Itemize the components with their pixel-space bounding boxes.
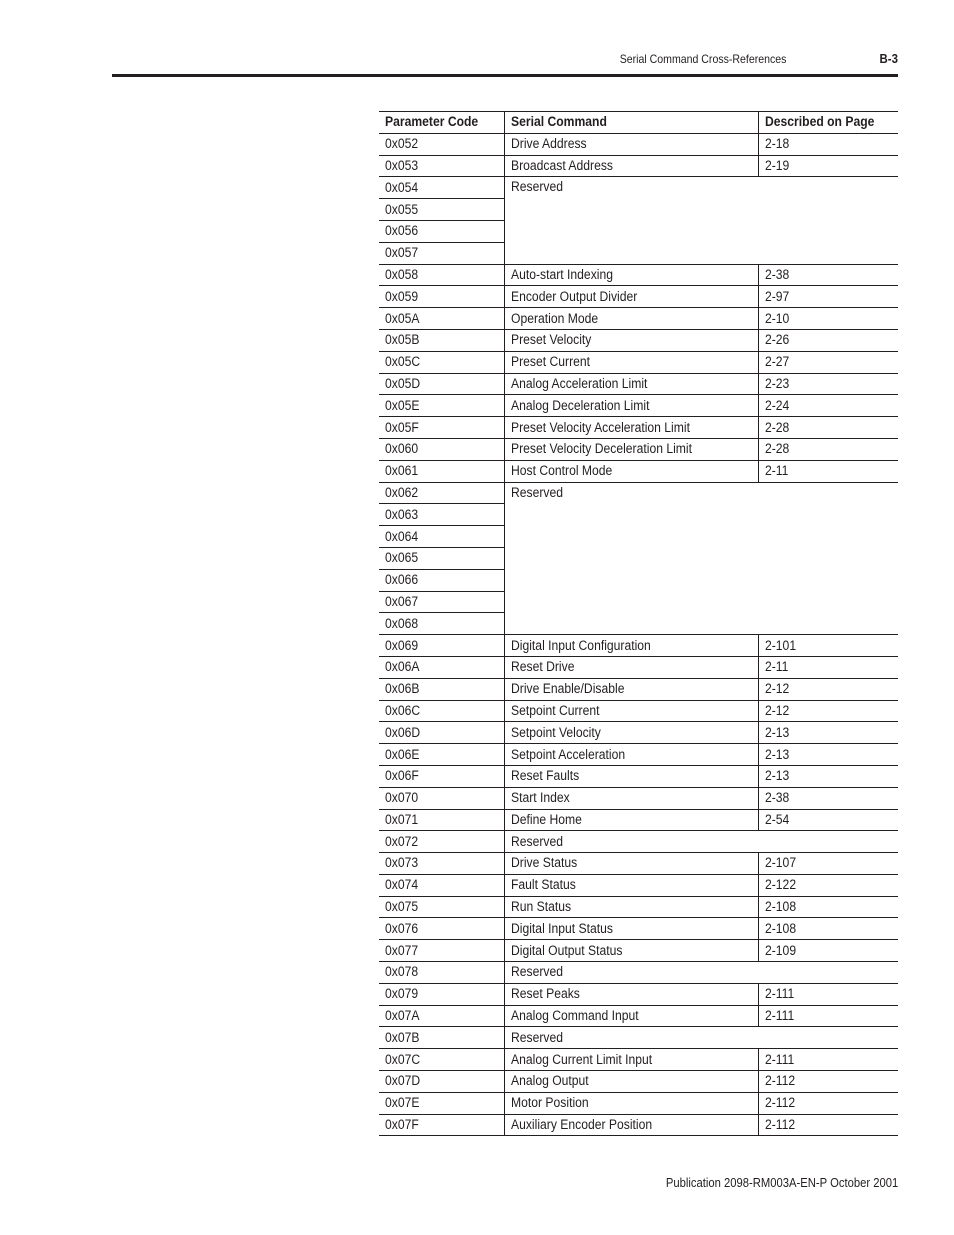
serial-command: Drive Address <box>511 136 587 152</box>
parameter-code: 0x065 <box>385 550 419 566</box>
described-on-page-cell <box>759 940 899 962</box>
described-on-page: 2-24 <box>765 397 790 413</box>
described-on-page: 2-12 <box>765 702 790 718</box>
table-row <box>379 264 898 286</box>
described-on-page-cell <box>759 678 899 700</box>
parameter-code-cell <box>379 569 505 591</box>
serial-command-cell <box>505 635 759 657</box>
column-header-label: Serial Command <box>511 114 607 130</box>
described-on-page-cell <box>759 896 899 918</box>
serial-command-cell <box>505 896 759 918</box>
described-on-page: 2-13 <box>765 746 790 762</box>
parameter-code-cell <box>379 635 505 657</box>
column-header-label: Described on Page <box>765 114 875 130</box>
parameter-code-cell <box>379 896 505 918</box>
serial-command-cell <box>505 940 759 962</box>
serial-command: Reset Drive <box>511 659 575 675</box>
serial-command: Preset Current <box>511 354 591 370</box>
parameter-code: 0x068 <box>385 615 419 631</box>
table-row <box>379 656 898 678</box>
table-row <box>379 329 898 351</box>
table-row <box>379 765 898 787</box>
described-on-page: 2-111 <box>765 986 795 1002</box>
described-on-page-cell <box>759 373 899 395</box>
table-row <box>379 722 898 744</box>
parameter-code: 0x07A <box>385 1008 420 1024</box>
parameter-code: 0x058 <box>385 266 419 282</box>
parameter-code: 0x070 <box>385 790 419 806</box>
serial-command-cell <box>505 853 759 875</box>
serial-command-cell <box>505 438 759 460</box>
parameter-code: 0x060 <box>385 441 419 457</box>
described-on-page-cell <box>759 155 899 177</box>
parameter-code-cell <box>379 962 505 984</box>
table-row <box>379 1092 898 1114</box>
described-on-page: 2-108 <box>765 920 797 936</box>
serial-command: Reserved <box>511 964 564 980</box>
serial-command: Setpoint Current <box>511 702 600 718</box>
column-header-parameter-code <box>379 112 505 134</box>
described-on-page: 2-109 <box>765 942 797 958</box>
parameter-code-cell <box>379 308 505 330</box>
serial-command-cell <box>505 656 759 678</box>
described-on-page: 2-97 <box>765 288 790 304</box>
parameter-code-cell <box>379 656 505 678</box>
parameter-code-cell <box>379 504 505 526</box>
described-on-page: 2-101 <box>765 637 797 653</box>
described-on-page: 2-23 <box>765 375 790 391</box>
table-row <box>379 700 898 722</box>
parameter-code-cell <box>379 220 505 242</box>
header-rule <box>112 74 898 77</box>
parameter-code: 0x07C <box>385 1051 421 1067</box>
serial-command: Motor Position <box>511 1095 589 1111</box>
parameter-code-cell <box>379 1005 505 1027</box>
reserved-cell <box>505 962 899 984</box>
parameter-code-cell <box>379 700 505 722</box>
serial-command-cell <box>505 155 759 177</box>
table-row <box>379 678 898 700</box>
serial-command-cell <box>505 286 759 308</box>
serial-command: Preset Velocity Deceleration Limit <box>511 441 692 457</box>
serial-command: Auxiliary Encoder Position <box>511 1117 653 1133</box>
parameter-code-cell <box>379 1114 505 1136</box>
serial-command: Broadcast Address <box>511 157 613 173</box>
serial-command-cell <box>505 983 759 1005</box>
parameter-code: 0x077 <box>385 942 419 958</box>
serial-command: Analog Current Limit Input <box>511 1051 653 1067</box>
serial-command: Setpoint Velocity <box>511 724 601 740</box>
described-on-page-cell <box>759 395 899 417</box>
parameter-code: 0x069 <box>385 637 419 653</box>
described-on-page-cell <box>759 1005 899 1027</box>
table-row <box>379 744 898 766</box>
parameter-code: 0x06C <box>385 702 421 718</box>
parameter-code: 0x075 <box>385 899 419 915</box>
described-on-page: 2-28 <box>765 419 790 435</box>
table-row <box>379 962 898 984</box>
described-on-page: 2-11 <box>765 659 789 675</box>
described-on-page-cell <box>759 329 899 351</box>
table-row <box>379 133 898 155</box>
described-on-page-cell <box>759 700 899 722</box>
described-on-page: 2-26 <box>765 332 790 348</box>
table-row <box>379 983 898 1005</box>
parameter-code-cell <box>379 155 505 177</box>
parameter-code: 0x074 <box>385 877 419 893</box>
parameter-code-cell <box>379 744 505 766</box>
serial-command: Preset Velocity Acceleration Limit <box>511 419 690 435</box>
parameter-code-cell <box>379 133 505 155</box>
parameter-code-cell <box>379 417 505 439</box>
parameter-code: 0x062 <box>385 484 419 500</box>
described-on-page-cell <box>759 874 899 896</box>
table-row <box>379 373 898 395</box>
parameter-code: 0x05E <box>385 397 420 413</box>
serial-command: Preset Velocity <box>511 332 592 348</box>
table-header-row <box>379 112 898 134</box>
serial-command-cell <box>505 809 759 831</box>
parameter-code: 0x071 <box>385 811 419 827</box>
parameter-code-cell <box>379 242 505 264</box>
serial-command-cell <box>505 308 759 330</box>
parameter-code: 0x06E <box>385 746 420 762</box>
described-on-page-cell <box>759 1049 899 1071</box>
described-on-page: 2-28 <box>765 441 790 457</box>
table-row <box>379 482 898 504</box>
serial-command-cell <box>505 1005 759 1027</box>
parameter-code-cell <box>379 351 505 373</box>
table-row <box>379 853 898 875</box>
serial-command: Define Home <box>511 811 582 827</box>
described-on-page: 2-38 <box>765 790 790 806</box>
described-on-page: 2-13 <box>765 768 790 784</box>
publication-footer: Publication 2098-RM003A-EN-P October 2001 <box>665 1176 898 1190</box>
parameter-code-cell <box>379 482 505 504</box>
table-row <box>379 1049 898 1071</box>
serial-command: Reset Faults <box>511 768 580 784</box>
parameter-code: 0x05F <box>385 419 419 435</box>
parameter-code: 0x078 <box>385 964 419 980</box>
serial-command: Analog Acceleration Limit <box>511 375 648 391</box>
table-row <box>379 940 898 962</box>
serial-command: Analog Output <box>511 1073 589 1089</box>
parameter-code: 0x07D <box>385 1073 421 1089</box>
described-on-page-cell <box>759 1114 899 1136</box>
parameter-code: 0x064 <box>385 528 419 544</box>
serial-command: Reset Peaks <box>511 986 580 1002</box>
parameter-code-cell <box>379 787 505 809</box>
described-on-page-cell <box>759 1092 899 1114</box>
parameter-code-cell <box>379 874 505 896</box>
described-on-page-cell <box>759 809 899 831</box>
parameter-code: 0x07F <box>385 1117 419 1133</box>
serial-command: Run Status <box>511 899 572 915</box>
parameter-code: 0x07E <box>385 1095 420 1111</box>
parameter-code: 0x061 <box>385 463 419 479</box>
described-on-page-cell <box>759 656 899 678</box>
serial-command: Setpoint Acceleration <box>511 746 626 762</box>
table-row <box>379 831 898 853</box>
described-on-page-cell <box>759 133 899 155</box>
parameter-code-cell <box>379 831 505 853</box>
serial-command: Reserved <box>511 179 564 195</box>
parameter-code-cell <box>379 613 505 635</box>
parameter-code-cell <box>379 199 505 221</box>
serial-command: Reserved <box>511 833 564 849</box>
serial-command-cell <box>505 395 759 417</box>
serial-command-cell <box>505 1092 759 1114</box>
column-header-described-on-page <box>759 112 899 134</box>
parameter-code: 0x07B <box>385 1029 420 1045</box>
reserved-cell <box>505 482 899 635</box>
serial-command: Drive Enable/Disable <box>511 681 625 697</box>
serial-command: Host Control Mode <box>511 463 613 479</box>
described-on-page-cell <box>759 918 899 940</box>
described-on-page: 2-107 <box>765 855 797 871</box>
described-on-page-cell <box>759 765 899 787</box>
serial-command-cell <box>505 460 759 482</box>
parameter-code-cell <box>379 373 505 395</box>
serial-command: Analog Deceleration Limit <box>511 397 650 413</box>
serial-command-cell <box>505 351 759 373</box>
described-on-page: 2-108 <box>765 899 797 915</box>
described-on-page-cell <box>759 787 899 809</box>
parameter-code: 0x06F <box>385 768 419 784</box>
table-row <box>379 1071 898 1093</box>
described-on-page-cell <box>759 853 899 875</box>
parameter-code: 0x06B <box>385 681 420 697</box>
serial-command-cell <box>505 744 759 766</box>
table-row <box>379 1114 898 1136</box>
serial-command: Digital Input Status <box>511 920 613 936</box>
serial-command: Drive Status <box>511 855 578 871</box>
parameter-code-cell <box>379 438 505 460</box>
table-row <box>379 635 898 657</box>
parameter-code-cell <box>379 591 505 613</box>
parameter-code-cell <box>379 329 505 351</box>
described-on-page-cell <box>759 460 899 482</box>
described-on-page: 2-11 <box>765 463 789 479</box>
parameter-code-cell <box>379 395 505 417</box>
parameter-code: 0x072 <box>385 833 419 849</box>
parameter-code-cell <box>379 264 505 286</box>
parameter-code-cell <box>379 1092 505 1114</box>
table-row <box>379 177 898 199</box>
parameter-code-cell <box>379 547 505 569</box>
parameter-code-cell <box>379 1027 505 1049</box>
serial-command: Start Index <box>511 790 570 806</box>
table-row <box>379 460 898 482</box>
table-row <box>379 896 898 918</box>
serial-command-cell <box>505 700 759 722</box>
serial-command-cell <box>505 417 759 439</box>
described-on-page-cell <box>759 983 899 1005</box>
described-on-page: 2-19 <box>765 157 790 173</box>
described-on-page: 2-112 <box>765 1073 796 1089</box>
described-on-page-cell <box>759 635 899 657</box>
column-header-label: Parameter Code <box>385 114 479 130</box>
parameter-code: 0x05A <box>385 310 420 326</box>
serial-command-cell <box>505 918 759 940</box>
table-row <box>379 286 898 308</box>
parameter-code: 0x057 <box>385 245 419 261</box>
reserved-cell <box>505 1027 899 1049</box>
serial-command-cell <box>505 874 759 896</box>
described-on-page: 2-112 <box>765 1117 796 1133</box>
serial-command-cell <box>505 373 759 395</box>
described-on-page: 2-27 <box>765 354 790 370</box>
described-on-page: 2-18 <box>765 136 790 152</box>
parameter-code: 0x052 <box>385 136 419 152</box>
serial-command-cell <box>505 264 759 286</box>
table-row <box>379 787 898 809</box>
described-on-page-cell <box>759 417 899 439</box>
described-on-page: 2-38 <box>765 266 790 282</box>
described-on-page: 2-54 <box>765 811 790 827</box>
parameter-code: 0x054 <box>385 179 419 195</box>
table-row <box>379 351 898 373</box>
parameter-code: 0x055 <box>385 201 419 217</box>
serial-command: Operation Mode <box>511 310 599 326</box>
serial-command-cell <box>505 1071 759 1093</box>
serial-command-cell <box>505 722 759 744</box>
serial-command: Analog Command Input <box>511 1008 639 1024</box>
serial-command-cell <box>505 1114 759 1136</box>
section-title: Serial Command Cross-References <box>619 52 786 66</box>
parameter-code: 0x05D <box>385 375 421 391</box>
page-number: B-3 <box>879 51 898 66</box>
described-on-page-cell <box>759 1071 899 1093</box>
parameter-code: 0x076 <box>385 920 419 936</box>
described-on-page-cell <box>759 722 899 744</box>
serial-command-cell <box>505 1049 759 1071</box>
parameter-code: 0x079 <box>385 986 419 1002</box>
table-row <box>379 809 898 831</box>
serial-command: Auto-start Indexing <box>511 266 613 282</box>
reserved-cell <box>505 831 899 853</box>
parameter-code-cell <box>379 809 505 831</box>
parameter-code-cell <box>379 983 505 1005</box>
parameter-code-cell <box>379 286 505 308</box>
table-body <box>379 133 898 1136</box>
parameter-code-cell <box>379 177 505 199</box>
column-header-serial-command <box>505 112 759 134</box>
parameter-code: 0x063 <box>385 506 419 522</box>
described-on-page: 2-13 <box>765 724 790 740</box>
described-on-page-cell <box>759 744 899 766</box>
described-on-page: 2-111 <box>765 1051 795 1067</box>
table-row <box>379 438 898 460</box>
parameter-code-cell <box>379 1049 505 1071</box>
table-row <box>379 874 898 896</box>
parameter-code: 0x059 <box>385 288 419 304</box>
parameter-code-cell <box>379 918 505 940</box>
described-on-page: 2-10 <box>765 310 790 326</box>
parameter-code-cell <box>379 940 505 962</box>
serial-command: Digital Output Status <box>511 942 623 958</box>
parameter-code: 0x053 <box>385 157 419 173</box>
parameter-code: 0x06A <box>385 659 420 675</box>
described-on-page-cell <box>759 286 899 308</box>
table-row <box>379 308 898 330</box>
serial-command-cell <box>505 787 759 809</box>
described-on-page-cell <box>759 351 899 373</box>
table-row <box>379 155 898 177</box>
described-on-page-cell <box>759 438 899 460</box>
serial-command-cell <box>505 329 759 351</box>
described-on-page-cell <box>759 264 899 286</box>
serial-command: Reserved <box>511 484 564 500</box>
parameter-code-cell <box>379 765 505 787</box>
parameter-code-cell <box>379 460 505 482</box>
parameter-code: 0x056 <box>385 223 419 239</box>
cross-reference-table <box>379 111 898 1136</box>
parameter-code-cell <box>379 722 505 744</box>
serial-command: Digital Input Configuration <box>511 637 651 653</box>
parameter-code-cell <box>379 678 505 700</box>
table-row <box>379 918 898 940</box>
serial-command-cell <box>505 765 759 787</box>
parameter-code: 0x066 <box>385 572 419 588</box>
serial-command-cell <box>505 678 759 700</box>
parameter-code: 0x06D <box>385 724 421 740</box>
parameter-code-cell <box>379 1071 505 1093</box>
described-on-page: 2-122 <box>765 877 797 893</box>
table-row <box>379 1027 898 1049</box>
table-row <box>379 395 898 417</box>
parameter-code: 0x073 <box>385 855 419 871</box>
parameter-code-cell <box>379 853 505 875</box>
reserved-cell <box>505 177 899 264</box>
serial-command: Encoder Output Divider <box>511 288 638 304</box>
serial-command: Reserved <box>511 1029 564 1045</box>
table-row <box>379 417 898 439</box>
parameter-code-cell <box>379 526 505 548</box>
described-on-page: 2-111 <box>765 1008 795 1024</box>
described-on-page: 2-12 <box>765 681 790 697</box>
parameter-code: 0x05B <box>385 332 420 348</box>
parameter-code: 0x05C <box>385 354 421 370</box>
table-row <box>379 1005 898 1027</box>
described-on-page: 2-112 <box>765 1095 796 1111</box>
parameter-code: 0x067 <box>385 593 419 609</box>
serial-command: Fault Status <box>511 877 576 893</box>
serial-command-cell <box>505 133 759 155</box>
described-on-page-cell <box>759 308 899 330</box>
